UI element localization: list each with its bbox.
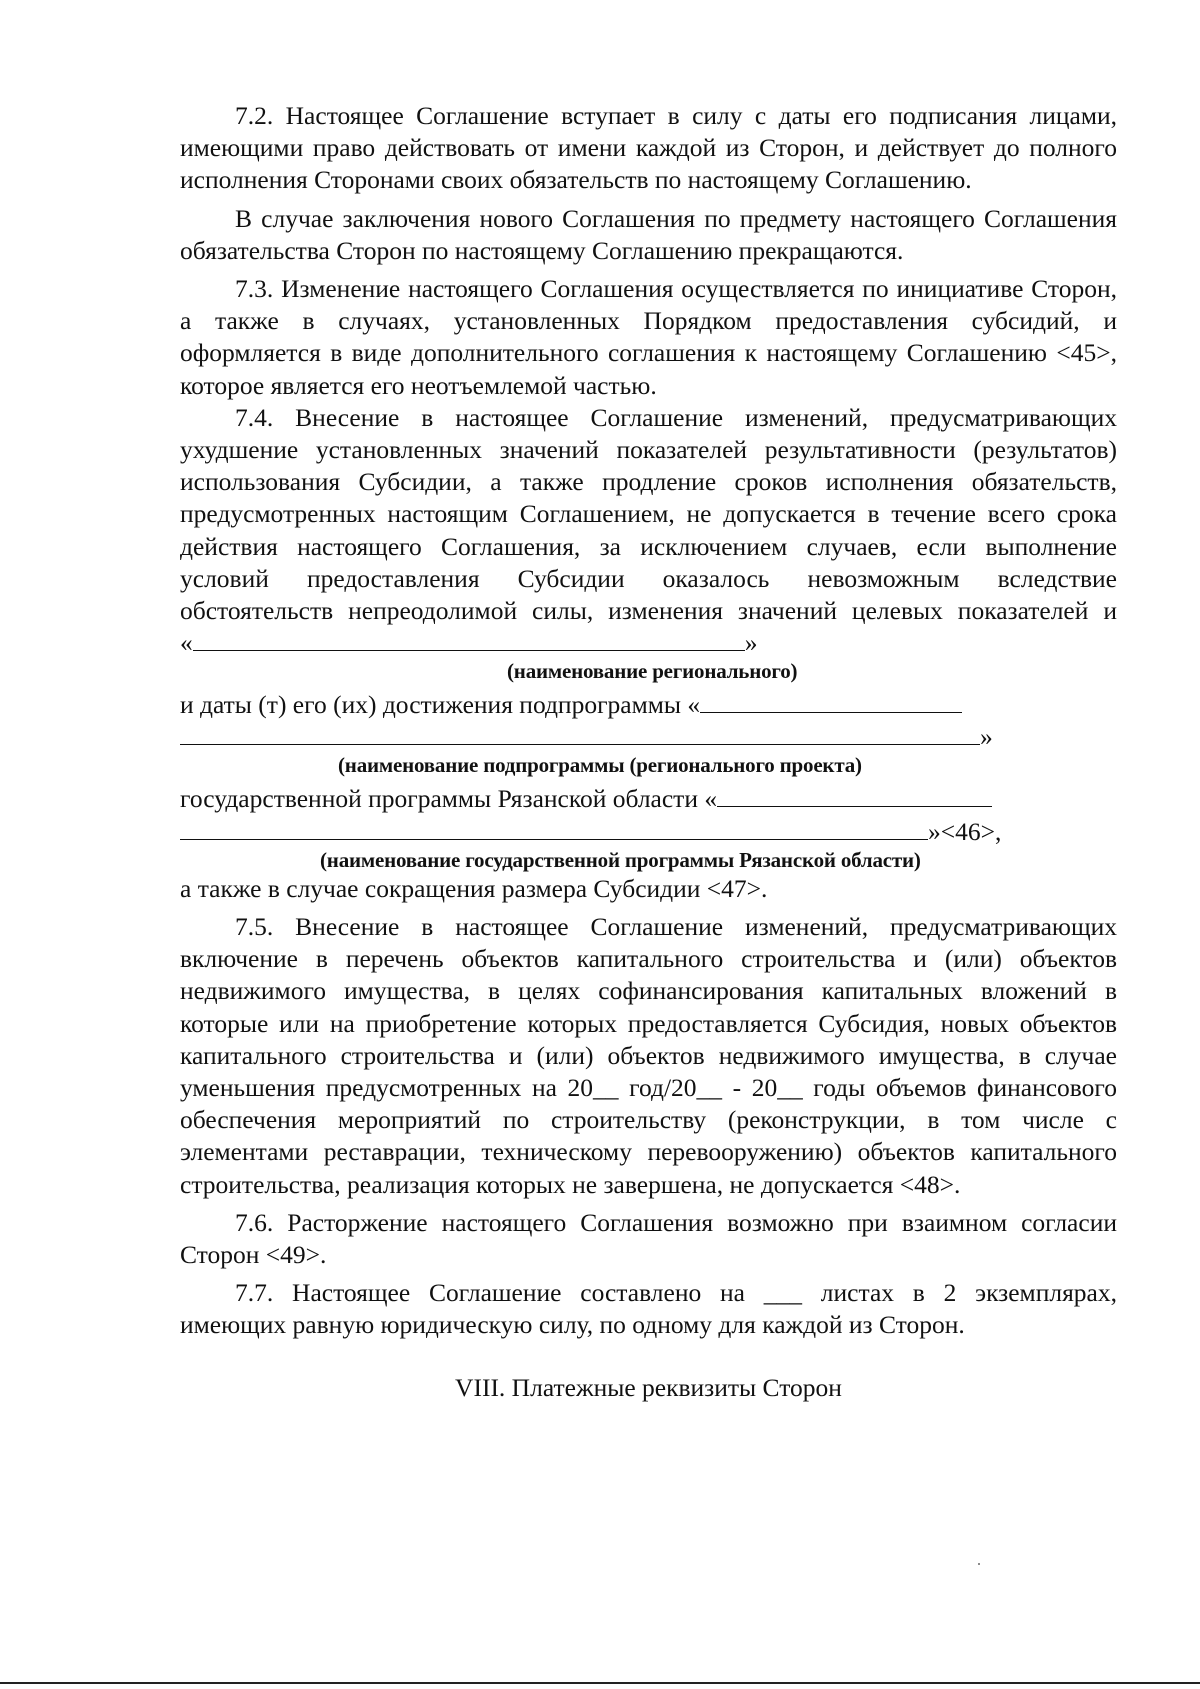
- document-page: [180, 100, 1117, 1404]
- caption-regional: (наименование регионального): [507, 659, 798, 684]
- dates-text: и даты (т) его (их) достижения подпрограммы «: [180, 690, 701, 720]
- subprogram-close-quote: »: [980, 722, 993, 752]
- state-program-line-2: [180, 815, 1117, 847]
- subprogram-line-2: [180, 720, 1117, 752]
- regional-project-blank[interactable]: [193, 626, 745, 651]
- caption-state-program: (наименование государственной программы Рязанской области): [320, 847, 921, 872]
- paragraph-7-6: 7.6. Расторжение настоящего Соглашения возможно при взаимном согласии Сторон <49>.: [180, 1207, 1117, 1269]
- paragraph-7-3: 7.3. Изменение настоящего Соглашения осуществляется по инициативе Сторон, а также в случаях, установленных Порядком предоставления субсидий, и оформляется в виде дополнительного соглашения к настоящему Соглашению <45>, которое является его неотъемлемой частью.: [180, 274, 1117, 400]
- page-bottom-rule: [0, 1682, 1200, 1684]
- regional-project-blank-line: [180, 626, 1117, 658]
- paragraph-7-7: 7.7. Настоящее Соглашение составлено на ___ листах в 2 экземплярах, имеющих равную юридическую силу, по одному для каждой из Сторон.: [180, 1278, 1117, 1340]
- state-program-text: государственной программы Рязанской области «: [180, 784, 718, 814]
- subprogram-line: [180, 688, 1117, 720]
- state-program-blank-1[interactable]: [717, 782, 992, 807]
- close-quote: »: [744, 627, 758, 657]
- subprogram-blank-1[interactable]: [700, 688, 962, 713]
- section-8-heading: VIII. Платежные реквизиты Сторон: [455, 1372, 842, 1402]
- caption-subprogram: (наименование подпрограммы (регионального проекта): [338, 753, 862, 778]
- subprogram-blank-2[interactable]: [180, 720, 980, 745]
- paragraph-7-2: 7.2. Настоящее Соглашение вступает в силу с даты его подписания лицами, имеющими право действовать от имени каждой из Сторон, и действует до полного исполнения Сторонами своих обязательств по настоящему Соглашению.: [180, 101, 1117, 195]
- line-47: а также в случае сокращения размера Субсидии <47>.: [180, 873, 768, 903]
- state-program-blank-2[interactable]: [180, 815, 928, 840]
- state-program-line: [180, 782, 1117, 814]
- paragraph-7-5: 7.5. Внесение в настоящее Соглашение изменений, предусматривающих включение в перечень объектов капитального строительства и (или) объектов недвижимого имущества, в целях софинансирования капитальных вложений в которые или на приобретение которых предоставляется Субсидия, новых объектов капитального строительства и (или) объектов недвижимого имущества, в случае уменьшения предусмотренных на 20__ год/20__ - 20__ годы объемов финансового обеспечения мероприятий по строительству (реконструкции, в том числе с элементами реставрации, техническому перевооружению) объектов капитального строительства, реализация которых не завершена, не допускается <48>.: [180, 911, 1117, 1199]
- paragraph-7-4: 7.4. Внесение в настоящее Соглашение изменений, предусматривающих ухудшение установленных значений показателей результативности (результатов) использования Субсидии, а также продление сроков исполнения обязательств, предусмотренных настоящим Соглашением, не допускается в течение всего срока действия настоящего Соглашения, за исключением случаев, если выполнение условий предоставления Субсидии оказалось невозможным вследствие обстоятельств непреодолимой силы, изменения значений целевых показателей и: [180, 402, 1117, 626]
- close-46: »<46>,: [928, 816, 1002, 846]
- open-quote: «: [180, 627, 193, 657]
- paragraph-7-2-new-agreement: В случае заключения нового Соглашения по предмету настоящего Соглашения обязательства Сторон по настоящему Соглашению прекращаются.: [180, 203, 1117, 265]
- scan-speck: [978, 1563, 980, 1565]
